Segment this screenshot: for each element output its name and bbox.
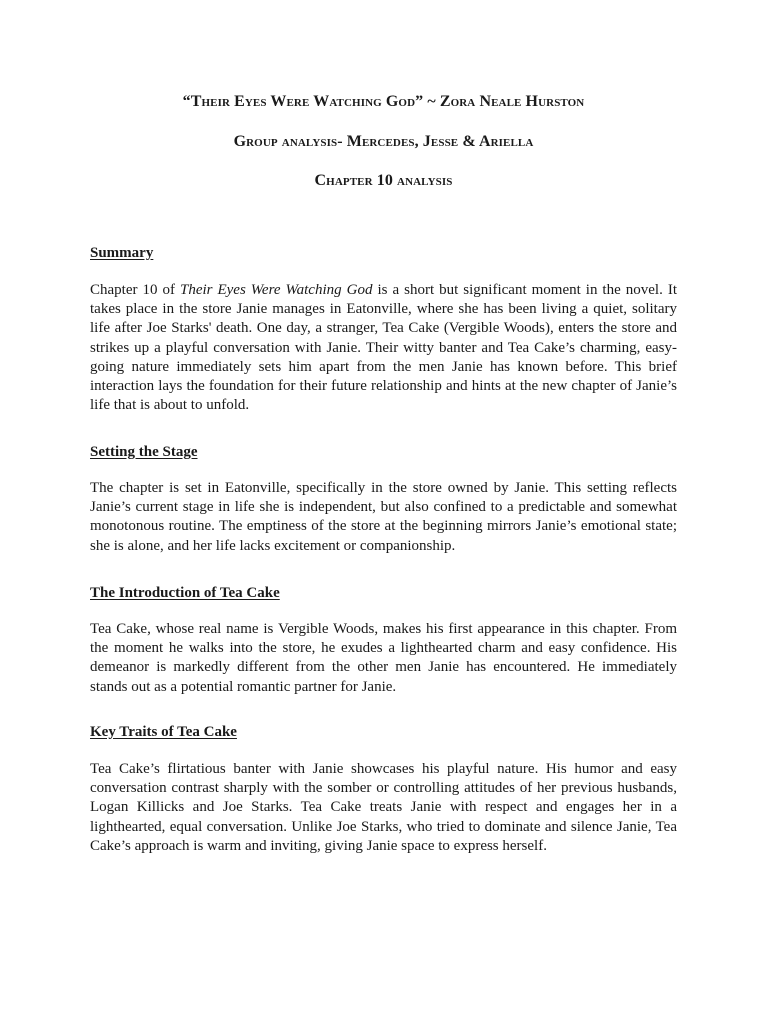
document-subtitle-chapter: Chapter 10 analysis xyxy=(314,172,453,189)
book-title-italic: Their Eyes Were Watching God xyxy=(179,282,373,298)
section-paragraph-introduction: Tea Cake, whose real name is Vergible Woods, makes his first appearance in this chapter. From the moment he walks into the store, he exudes a lighthearted charm and easy confidence. His demeanor is markedly different from the other men Janie has encountered. He immediately stands out as a potential romantic partner for Janie. xyxy=(90,621,677,695)
section-heading-summary: Summary xyxy=(90,245,154,261)
summary-text-rest: is a short but significant moment in the novel. It takes place in the store Janie manages in Eatonville, where she has been living a quiet, solitary life after Joe Starks' death. One day, a stranger, Tea Cake (Vergible Woods), enters the store and strikes up a playful conversation with Janie. Their witty banter and Tea Cake’s charming, easy-going nature immediately sets him apart from the men Janie has known before. This brief interaction lays the foundation for their future relationship and hints at the new chapter of Janie’s life that is about to unfold. xyxy=(90,282,677,414)
section-heading-setting: Setting the Stage xyxy=(90,444,198,460)
section-paragraph-setting: The chapter is set in Eatonville, specifically in the store owned by Janie. This setting reflects Janie’s current stage in life she is independent, but also confined to a predictable and somewhat monotonous routine. The emptiness of the store at the beginning mirrors Janie’s emotional state; she is alone, and her life lacks excitement or companionship. xyxy=(90,480,677,554)
section-paragraph-summary xyxy=(90,281,677,415)
summary-text-start: Chapter 10 of xyxy=(90,282,180,298)
document-subtitle-group: Group analysis- Mercedes, Jesse & Ariella xyxy=(233,133,534,150)
section-paragraph-key-traits: Tea Cake’s flirtatious banter with Janie showcases his playful nature. His humor and easy conversation contrast sharply with the somber or controlling attitudes of her previous husbands, Logan Killicks and Joe Starks. Tea Cake treats Janie with respect and engages her in a lighthearted, equal conversation. Unlike Joe Starks, who tried to dominate and silence Janie, Tea Cake’s approach is warm and inviting, giving Janie space to express herself. xyxy=(90,761,677,854)
section-heading-key-traits: Key Traits of Tea Cake xyxy=(90,724,237,740)
document-title: “Their Eyes Were Watching God” ~ Zora Neale Hurston xyxy=(182,93,585,110)
section-heading-introduction: The Introduction of Tea Cake xyxy=(90,585,280,601)
